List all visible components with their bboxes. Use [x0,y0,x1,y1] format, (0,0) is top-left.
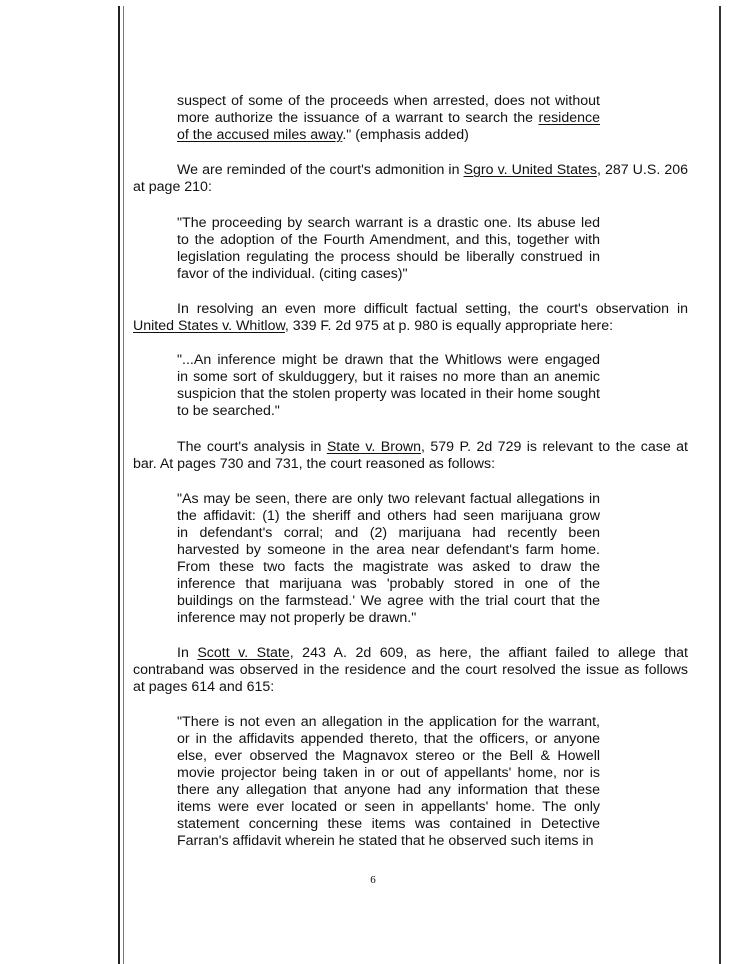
text-segment: in some sort of skulduggery, but it raises no more than an anemic [177,369,600,385]
text-line [177,782,600,799]
text-segment: there any allegation that anyone had any information that these [177,782,600,798]
text-line [177,110,600,127]
text-segment: , 243 A. 2d 609, as here, the affiant failed to allege that [289,645,688,661]
text-line [133,679,688,696]
text-segment: inference that marijuana was 'probably stored in one of the [177,576,600,592]
text-segment: at pages 614 and 615: [133,679,275,695]
text-segment: buildings on the farmstead.' We agree with the trial court that the [177,593,600,609]
text-line [177,525,600,542]
case-citation: residence [538,110,600,126]
text-line [177,765,600,782]
text-segment: , 339 F. 2d 975 at p. 980 is equally appropriate here: [284,318,614,334]
text-segment: From these two facts the magistrate was asked to draw the [177,559,600,575]
text-line [177,593,600,610]
right-margin-line [719,6,721,964]
text-segment: contraband was observed in the residence and the court resolved the issue as follows [133,662,688,678]
text-segment: or in the affidavits appended thereto, that the officers, or anyone [177,731,600,747]
case-citation: State v. Brown [326,439,421,455]
text-line [177,610,600,627]
text-line [177,799,600,816]
text-line [177,576,600,593]
text-line [177,833,600,850]
text-line [133,456,688,473]
text-segment: the affidavit: (1) the sheriff and others had seen marijuana grow [177,508,600,524]
text-segment: more authorize the issuance of a warrant to search the [177,110,539,126]
text-line [177,386,600,403]
text-segment: The court's analysis in [177,439,327,455]
text-line [133,318,688,335]
case-citation: Sgro v. United States [463,162,597,178]
text-segment: In [177,645,198,661]
text-segment: items were ever located or seen in appellants' home. The only [177,799,600,815]
text-segment: suspicion that the stolen property was located in their home sought [177,386,600,402]
text-line [177,403,600,420]
text-line [177,491,600,508]
text-segment: ." (emphasis added) [342,127,469,143]
text-line [177,93,600,110]
text-segment: to be searched." [177,403,280,419]
text-segment: suspect of some of the proceeds when arrested, does not without [177,93,600,109]
left-margin-line-inner [123,6,124,964]
text-line [177,369,600,386]
text-segment: We are reminded of the court's admonition in [177,162,464,178]
text-segment: "There is not even an allegation in the application for the warrant, [177,714,600,730]
text-line [177,714,600,731]
case-citation: United States v. Whitlow [133,318,285,334]
page-number: 6 [370,874,376,886]
text-line [133,162,688,179]
text-segment: to the adoption of the Fourth Amendment, and this, together with [177,232,600,248]
text-line [177,508,600,525]
text-segment: bar. At pages 730 and 731, the court reasoned as follows: [133,456,496,472]
left-margin-line [118,6,120,964]
text-line [133,662,688,679]
text-segment: movie projector being taken in or out of appellants' home, nor is [177,765,600,781]
text-line [177,266,600,283]
text-segment: harvested by someone in the area near defendant's farm home. [177,542,600,558]
text-segment: , 579 P. 2d 729 is relevant to the case at [421,439,688,455]
text-line [177,127,600,144]
text-segment: in defendant's corral; and (2) marijuana had recently been [177,525,600,541]
case-citation: of the accused miles away [177,127,343,143]
text-line [177,215,600,232]
text-segment: legislation regulating the process should be liberally construed in [177,249,600,265]
text-segment: , 287 U.S. 206 [596,162,689,178]
text-line [177,559,600,576]
text-line [177,542,600,559]
text-segment: inference may not properly be drawn." [177,610,417,626]
text-segment: else, ever observed the Magnavox stereo or the Bell & Howell [177,748,600,764]
text-segment: favor of the individual. (citing cases)" [177,266,408,282]
text-line [177,249,600,266]
text-line [133,645,688,662]
text-segment: statement concerning these items was contained in Detective [177,816,600,832]
text-segment: "...An inference might be drawn that the Whitlows were engaged [177,352,600,368]
text-line [177,816,600,833]
case-citation: Scott v. State [197,645,290,661]
text-segment: "The proceeding by search warrant is a drastic one. Its abuse led [177,215,600,231]
text-line [133,439,688,456]
text-segment: "As may be seen, there are only two relevant factual allegations in [177,491,600,507]
text-line [133,301,688,318]
text-segment: Farran's affidavit wherein he stated that he observed such items in [177,833,594,849]
text-line [177,352,600,369]
text-line [177,232,600,249]
text-line [177,748,600,765]
text-segment: at page 210: [133,179,212,195]
text-segment: In resolving an even more difficult factual setting, the court's observation in [177,301,688,317]
text-line [133,179,688,196]
text-line [177,731,600,748]
